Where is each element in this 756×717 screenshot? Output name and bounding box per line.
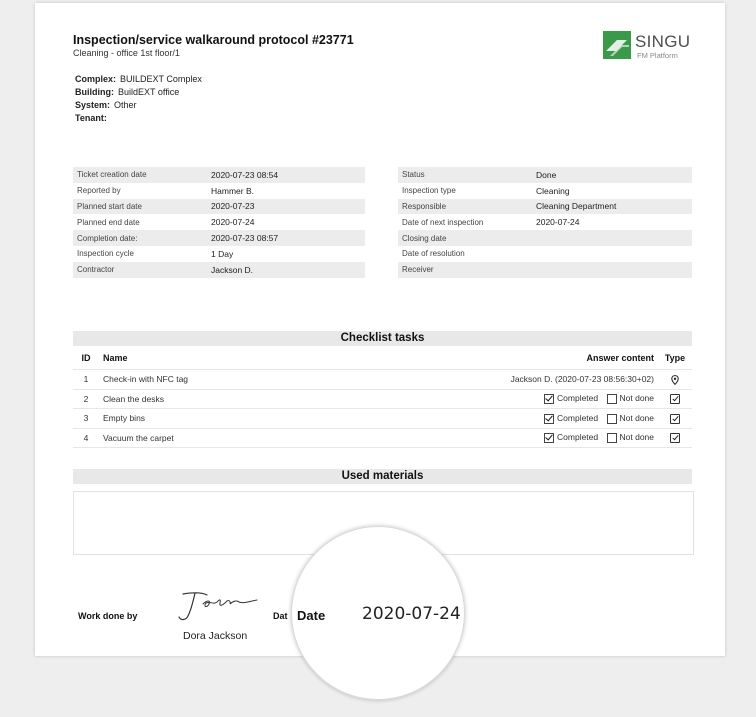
not-done-checkbox[interactable] <box>607 433 617 443</box>
logo-name: SINGU <box>635 32 691 51</box>
table-row: 2 Clean the desks Completed Not done <box>73 389 692 409</box>
detail-row: Inspection cycle 1 Day <box>77 248 234 259</box>
singu-logo <box>603 31 693 63</box>
meta-row-tenant: Tenant: <box>75 113 107 123</box>
date-label-partial: Dat <box>273 611 288 621</box>
detail-row: Inspection type Cleaning <box>402 185 570 196</box>
singu-logo-mark-icon <box>603 31 631 59</box>
column-header-name: Name <box>99 347 312 370</box>
detail-row: Responsible Cleaning Department <box>398 199 692 215</box>
meta-row-complex: Complex: BUILDEXT Complex <box>75 74 202 84</box>
detail-row: Reported by Hammer B. <box>77 185 254 196</box>
detail-row: Completion date: 2020-07-23 08:57 <box>73 230 365 246</box>
detail-row: Planned end date 2020-07-24 <box>77 217 255 228</box>
detail-row: Contractor Jackson D. <box>73 262 365 278</box>
detail-row: Receiver <box>398 262 692 278</box>
document-title: Inspection/service walkaround protocol #23771 <box>73 33 354 47</box>
column-header-type: Type <box>658 347 692 370</box>
checkbox-icon <box>670 394 680 404</box>
checklist-table <box>73 347 692 448</box>
detail-row: Ticket creation date 2020-07-23 08:54 <box>73 167 365 183</box>
not-done-checkbox[interactable] <box>607 414 617 424</box>
completed-checkbox[interactable] <box>544 414 554 424</box>
table-row: 1 Check-in with NFC tag Jackson D. (2020-07-23 08:56:30+02) <box>73 370 692 390</box>
logo-tagline: FM Platform <box>637 51 678 60</box>
magnified-date-label: Date <box>297 608 326 623</box>
magnified-date-value: 2020-07-24 <box>362 604 461 624</box>
handwritten-signature <box>173 588 261 626</box>
details-table-right <box>398 167 692 278</box>
completed-checkbox[interactable] <box>544 394 554 404</box>
column-header-answer: Answer content <box>312 347 658 370</box>
details-table-left <box>73 167 365 278</box>
checkbox-icon <box>670 414 680 424</box>
detail-row: Closing date <box>398 230 692 246</box>
checklist-header-row <box>73 347 692 370</box>
work-done-by-label: Work done by <box>78 611 138 621</box>
location-pin-icon <box>671 375 679 385</box>
checklist-heading: Checklist tasks <box>73 331 692 346</box>
meta-row-building: Building: BuildEXT office <box>75 87 180 97</box>
detail-row: Date of next inspection 2020-07-24 <box>402 217 580 228</box>
detail-row: Planned start date 2020-07-23 <box>73 199 365 215</box>
answer-nfc-checkin: Jackson D. (2020-07-23 08:56:30+02) <box>312 370 658 390</box>
checkbox-icon <box>670 433 680 443</box>
column-header-id: ID <box>73 347 99 370</box>
detail-row: Status Done <box>398 167 692 183</box>
table-row: 3 Empty bins Completed Not done <box>73 409 692 429</box>
detail-row: Date of resolution <box>402 249 465 259</box>
document-subtitle: Cleaning - office 1st floor/1 <box>73 48 180 58</box>
not-done-checkbox[interactable] <box>607 394 617 404</box>
signer-name: Dora Jackson <box>183 630 248 642</box>
used-materials-heading: Used materials <box>73 469 692 484</box>
location-meta <box>75 73 202 125</box>
table-row: 4 Vacuum the carpet Completed Not done <box>73 428 692 448</box>
meta-row-system: System: Other <box>75 100 137 110</box>
completed-checkbox[interactable] <box>544 433 554 443</box>
